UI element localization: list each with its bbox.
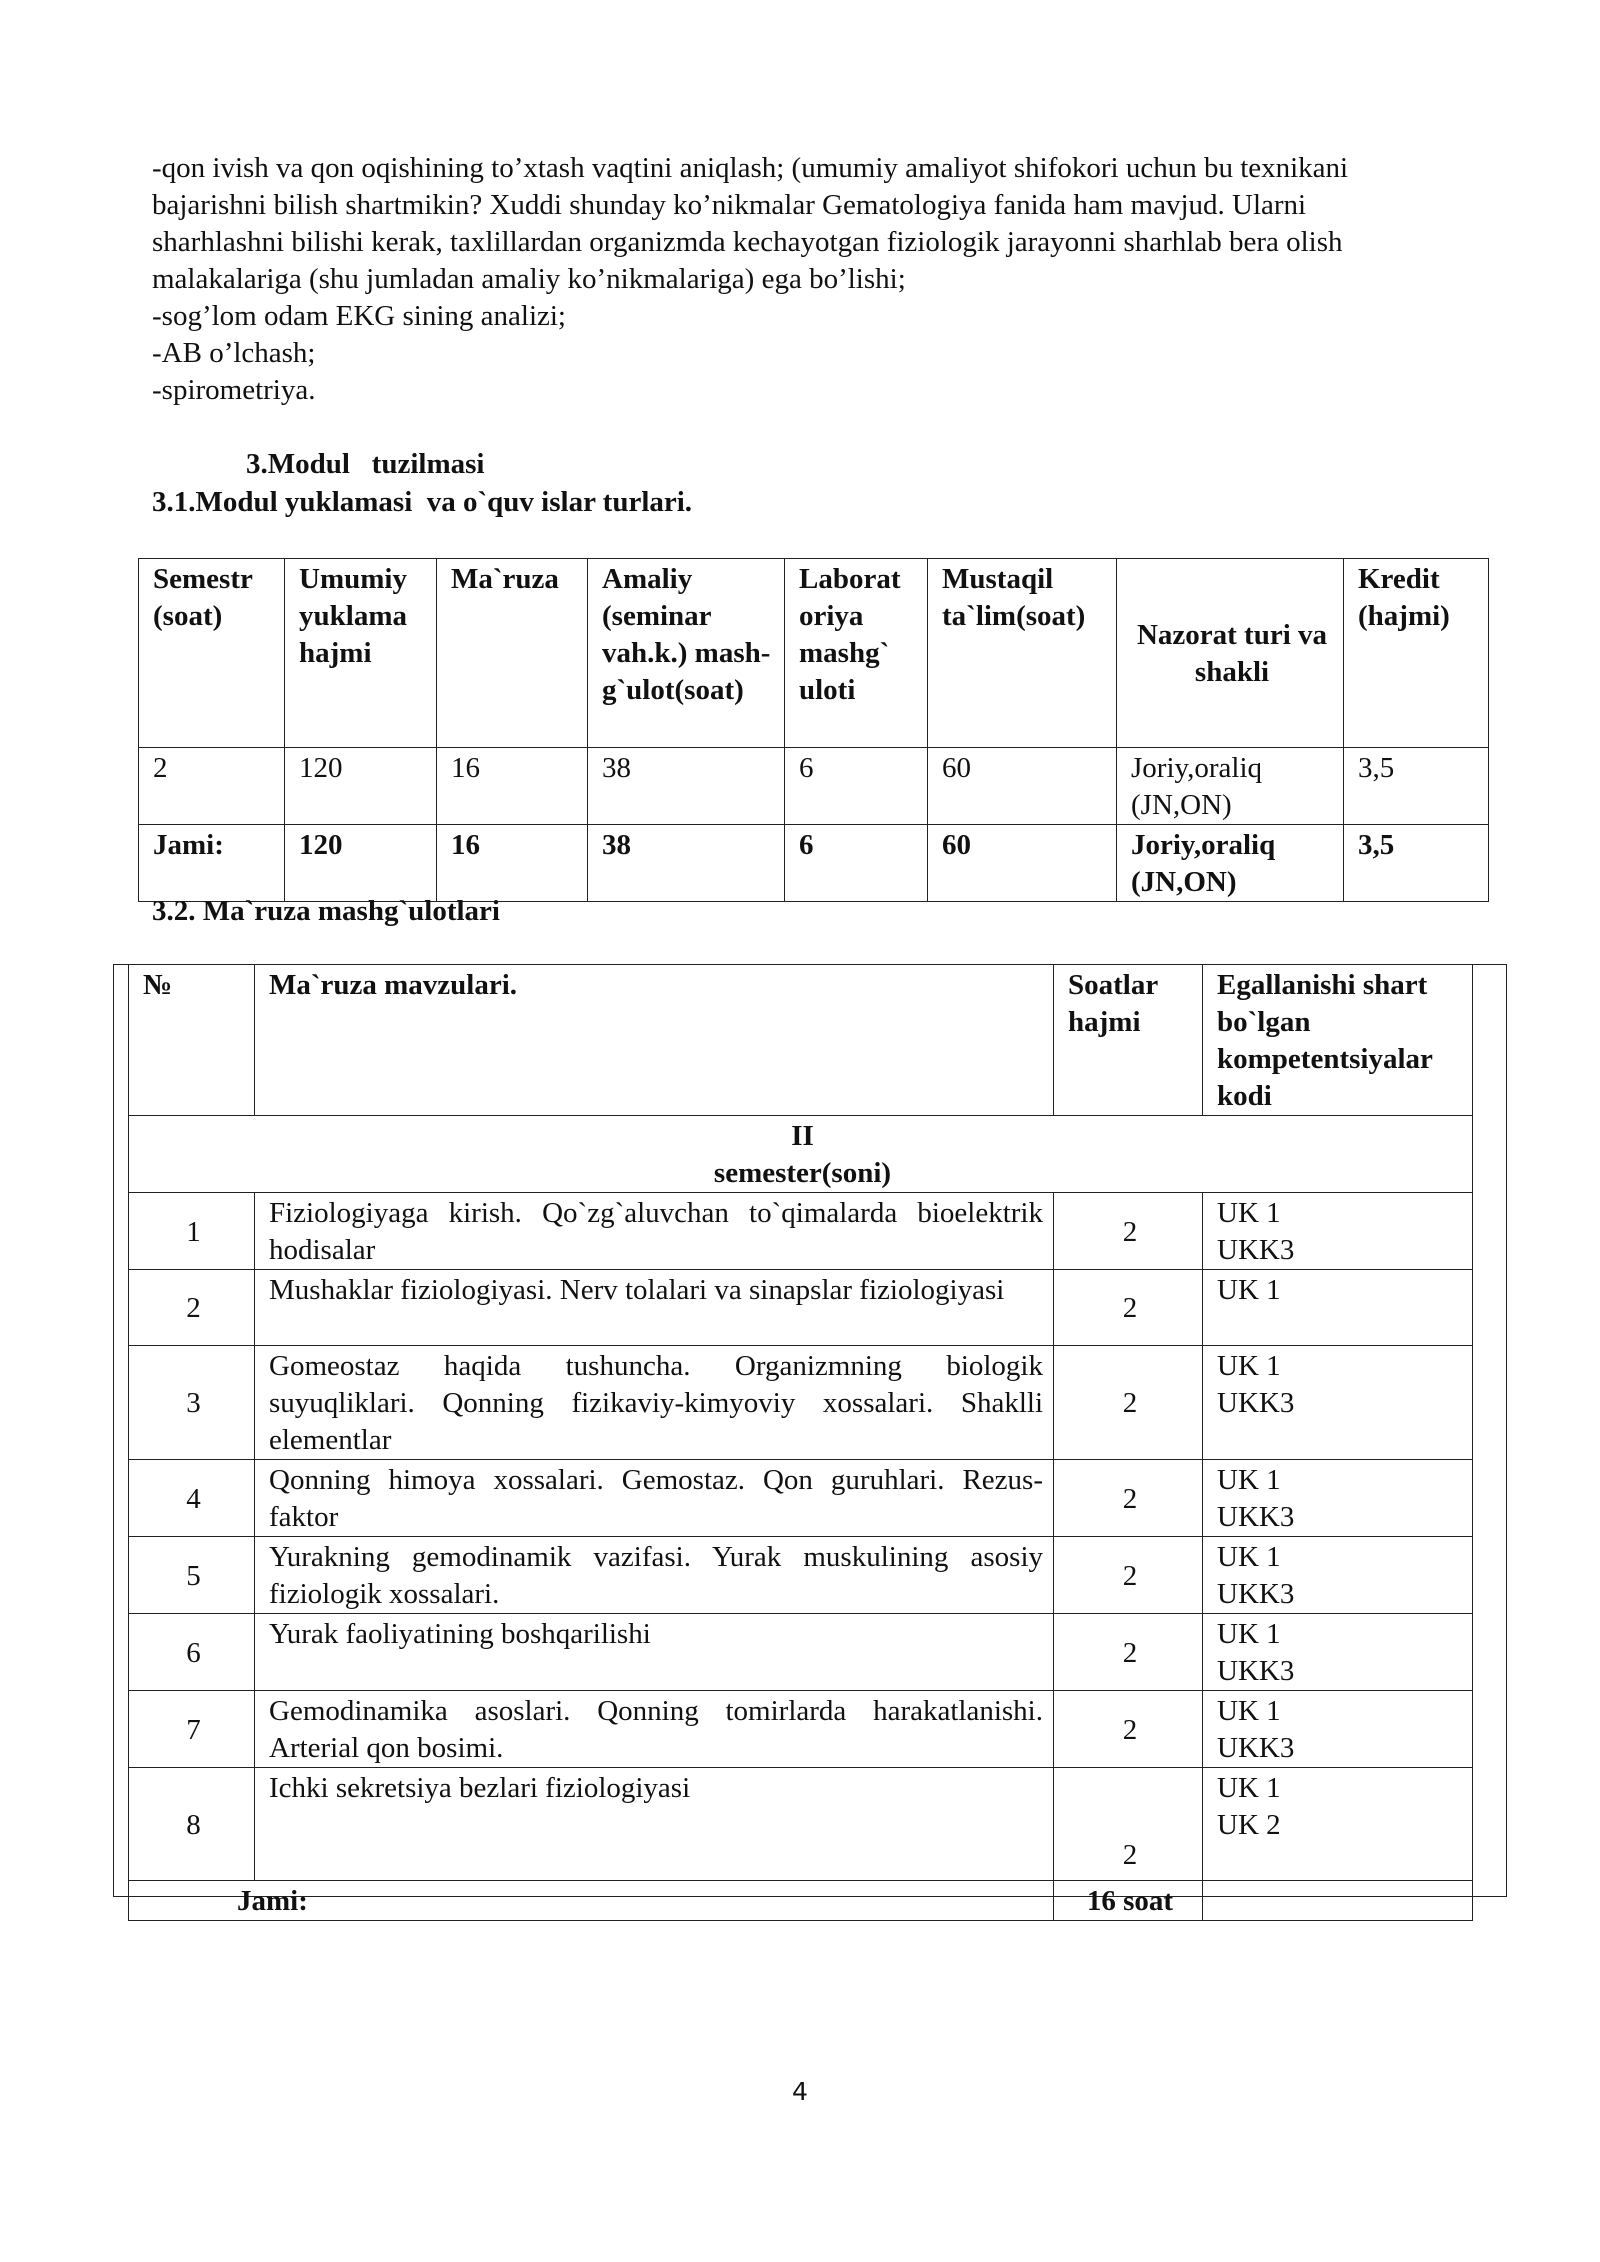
competency-codes	[1203, 1193, 1473, 1270]
lecture-hours: 2	[1054, 1537, 1203, 1614]
competency-code: UK 2	[1217, 1809, 1281, 1841]
competency-code: UK 1	[1217, 1541, 1281, 1573]
lecture-rows	[129, 1193, 1473, 1881]
row-number: 2	[129, 1270, 255, 1346]
table-row	[129, 1614, 1473, 1691]
competency-code: UKK3	[1217, 1234, 1295, 1266]
header-cell: №	[129, 965, 255, 1116]
competency-code: UK 1	[1217, 1772, 1281, 1804]
header-cell: Ma`ruza mavzulari.	[255, 965, 1054, 1116]
competency-code: UK 1	[1217, 1274, 1281, 1306]
header-cell: Soatlar hajmi	[1054, 965, 1203, 1116]
row-number: 4	[129, 1460, 255, 1537]
table-cell: 6	[785, 748, 928, 825]
lecture-hours: 2	[1054, 1270, 1203, 1346]
competency-code: UK 1	[1217, 1350, 1281, 1382]
competency-codes	[1203, 1537, 1473, 1614]
competency-code: UKK3	[1217, 1655, 1295, 1687]
table-cell: 3,5	[1344, 825, 1489, 902]
total-hours: 16 soat	[1054, 1881, 1203, 1921]
intro-line: -spirometriya.	[152, 374, 316, 406]
table-cell: 16	[437, 825, 588, 902]
table-cell: 120	[285, 748, 437, 825]
intro-line: bajarishni bilish shartmikin? Xuddi shunday ko’nikmalar Gematologiya fanida ham mavjud. Ularni	[152, 189, 1307, 221]
lecture-topic: Fiziologiyaga kirish. Qo`zg`aluvchan to`qimalarda bioelektrik hodisalar	[255, 1193, 1054, 1270]
table-cell: 2	[139, 748, 285, 825]
competency-code: UK 1	[1217, 1695, 1281, 1727]
table-cell: 6	[785, 825, 928, 902]
lecture-hours: 2	[1054, 1614, 1203, 1691]
table-row	[129, 1346, 1473, 1460]
table-row	[129, 1537, 1473, 1614]
header-cell: Nazorat turi va shakli	[1117, 559, 1344, 748]
table-cell: 60	[928, 825, 1117, 902]
competency-code: UKK3	[1217, 1387, 1295, 1419]
table-cell: 38	[588, 748, 785, 825]
row-number: 1	[129, 1193, 255, 1270]
table-cell: 3,5	[1344, 748, 1489, 825]
lecture-topic: Ichki sekretsiya bezlari fiziologiyasi	[255, 1768, 1054, 1881]
table-total-row	[129, 1881, 1473, 1921]
table-cell: 16	[437, 748, 588, 825]
table-cell: Joriy,oraliq (JN,ON)	[1117, 825, 1344, 902]
competency-code: UK 1	[1217, 1197, 1281, 1229]
table-row	[129, 1193, 1473, 1270]
lecture-hours: 2	[1054, 1768, 1203, 1881]
row-number: 5	[129, 1537, 255, 1614]
competency-code: UKK3	[1217, 1732, 1295, 1764]
competency-codes	[1203, 1460, 1473, 1537]
competency-code: UK 1	[1217, 1464, 1281, 1496]
intro-line: -sog’lom odam EKG sining analizi;	[152, 300, 566, 332]
competency-codes	[1203, 1691, 1473, 1768]
competency-codes	[1203, 1614, 1473, 1691]
competency-codes	[1203, 1768, 1473, 1881]
competency-codes	[1203, 1270, 1473, 1346]
total-empty-cell	[1203, 1881, 1473, 1921]
semester-cell	[129, 1116, 1473, 1193]
lecture-topic: Gomeostaz haqida tushuncha. Organizmning biologik suyuqliklari. Qonning fizikaviy-kimyoviy xossalari. Shaklli elementlar	[255, 1346, 1054, 1460]
intro-line: -qon ivish va qon oqishining to’xtash vaqtini aniqlash; (umumiy amaliyot shifokori uchun bu texnikani	[152, 152, 1349, 184]
lecture-hours: 2	[1054, 1691, 1203, 1768]
header-cell: Kredit (hajmi)	[1344, 559, 1489, 748]
table-row	[129, 1691, 1473, 1768]
table-header-row	[139, 559, 1489, 748]
table-row	[129, 1460, 1473, 1537]
competency-code: UKK3	[1217, 1501, 1295, 1533]
table-cell: 38	[588, 825, 785, 902]
intro-line: malakalariga (shu jumladan amaliy ko’nikmalariga) ega bo’lishi;	[152, 263, 906, 295]
lecture-topic: Qonning himoya xossalari. Gemostaz. Qon guruhlari. Rezus-faktor	[255, 1460, 1054, 1537]
module-structure-heading: 3.Modul tuzilmasi	[246, 448, 485, 480]
table-header-row	[129, 965, 1473, 1116]
competency-code: UKK3	[1217, 1578, 1295, 1610]
module-load-table	[138, 558, 1489, 902]
table-cell: 60	[928, 748, 1117, 825]
row-number: 7	[129, 1691, 255, 1768]
lecture-hours: 2	[1054, 1346, 1203, 1460]
lecture-topic: Gemodinamika asoslari. Qonning tomirlarda harakatlanishi. Arterial qon bosimi.	[255, 1691, 1054, 1768]
table-row	[129, 1768, 1473, 1881]
lecture-topic: Yurak faoliyatining boshqarilishi	[255, 1614, 1054, 1691]
lecture-topic: Mushaklar fiziologiyasi. Nerv tolalari va sinapslar fiziologiyasi	[255, 1270, 1054, 1346]
header-cell: Ma`ruza	[437, 559, 588, 748]
page-number: 4	[792, 2077, 808, 2106]
header-cell: Laborat oriya mashg` uloti	[785, 559, 928, 748]
competency-codes	[1203, 1346, 1473, 1460]
lecture-hours: 2	[1054, 1460, 1203, 1537]
intro-paragraph	[152, 150, 1492, 409]
intro-line: sharhlashni bilishi kerak, taxlillardan organizmda kechayotgan fiziologik jarayonni sharhlab bera olish	[152, 226, 1343, 258]
header-cell: Egallanishi shart bo`lgan kompetentsiyalar kodi	[1203, 965, 1473, 1116]
module-load-heading: 3.1.Modul yuklamasi va o`quv islar turlari.	[152, 486, 693, 518]
lectures-heading: 3.2. Ma`ruza mashg`ulotlari	[152, 895, 500, 927]
row-number: 6	[129, 1614, 255, 1691]
table-cell: Joriy,oraliq (JN,ON)	[1117, 748, 1344, 825]
lecture-table	[128, 964, 1473, 1921]
table-row	[129, 1270, 1473, 1346]
table-cell: 120	[285, 825, 437, 902]
row-number: 8	[129, 1768, 255, 1881]
total-label: Jami:	[129, 1881, 1054, 1921]
table-cell: Jami:	[139, 825, 285, 902]
semester-label: semester(soni)	[713, 1157, 892, 1189]
lecture-hours: 2	[1054, 1193, 1203, 1270]
semester-row	[129, 1116, 1473, 1193]
header-cell: Mustaqil ta`lim(soat)	[928, 559, 1117, 748]
row-number: 3	[129, 1346, 255, 1460]
intro-line: -AB o’lchash;	[152, 337, 316, 369]
lecture-topic: Yurakning gemodinamik vazifasi. Yurak muskulining asosiy fiziologik xossalari.	[255, 1537, 1054, 1614]
table-row	[139, 748, 1489, 825]
header-cell: Semestr (soat)	[139, 559, 285, 748]
competency-code: UK 1	[1217, 1618, 1281, 1650]
table-total-row	[139, 825, 1489, 902]
header-cell: Amaliy (seminar vah.k.) mash-g`ulot(soat)	[588, 559, 785, 748]
header-cell: Umumiy yuklama hajmi	[285, 559, 437, 748]
semester-roman: II	[791, 1120, 814, 1152]
